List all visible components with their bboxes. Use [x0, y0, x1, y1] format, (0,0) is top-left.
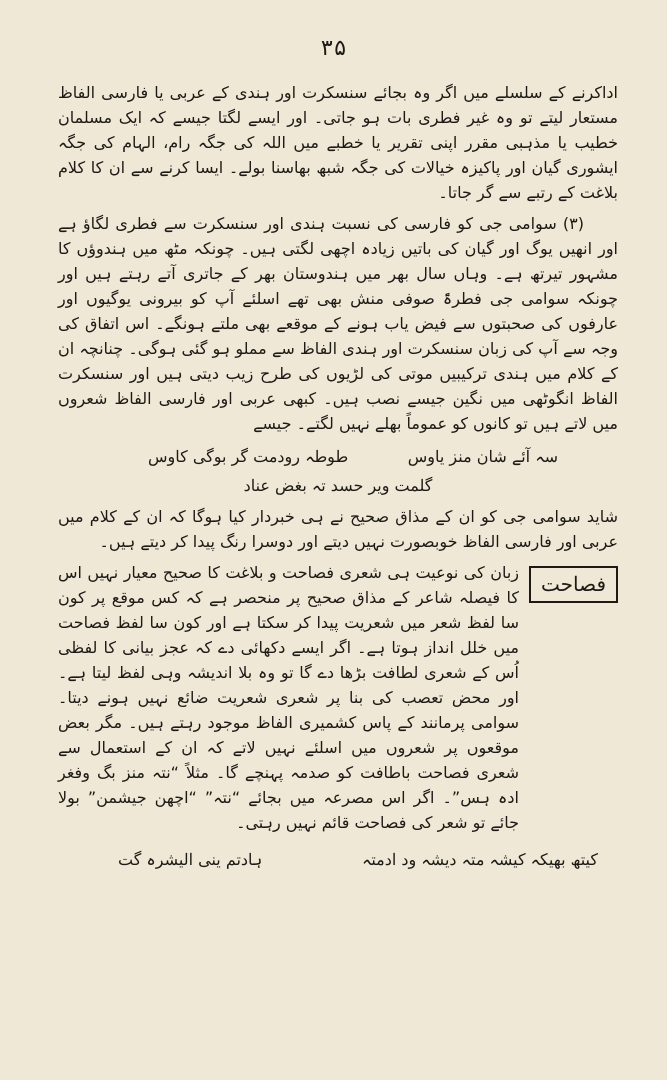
final-verse-left: ہادتم ینی الیشرہ گت — [118, 850, 263, 869]
final-verse-right: کیتھ بھیکہ کیشہ متہ دیشہ ود ادمتہ — [361, 850, 598, 869]
verse-line-right: سہ آئے شان منز یاوس — [407, 447, 558, 466]
fasahat-section — [58, 560, 618, 835]
section-heading: فصاحت — [529, 566, 618, 603]
section-paragraph: زبان کی نوعیت ہی شعری فصاحت و بلاغت کا صحیح معیار نہیں اس کا فیصلہ شاعر کے مذاق صحیح پر منحصر ہے کہ کس موقع پر کون سا لفظ شعر میں شعریت پیدا کر سکتا ہے اور کون سا لفظ فصاحت میں خلل انداز ہوتا ہے۔ اگر ایسے دکھائی دے کہ عجز بیانی کا لفظی اُس کے شعری لطافت بڑھا دے گا تو وہ بلا اندیشہ وہی لفظ لیتا ہے۔ اور محض تعصب کی بنا پر شعری شعریت ضائع نہیں ہونے دیتا۔ سوامی پرمانند کے پاس کشمیری الفاظ موجود رہتے ہیں۔ مگر بعض موقعوں پر شعروں میں اسلئے نہیں لاتے کہ ان کے استعمال سے شعری فصاحت باطافت کو صدمہ پہنچے گا۔ مثلاً “نتہ منز بگ وفغر ادہ ہس”۔ اگر اس مصرعہ میں بجائے “نتہ” “اچھن جیشمن” بولا جائے تو شعر کی فصاحت قائم نہیں رہتی۔ — [58, 563, 520, 832]
paragraph-1: اداکرنے کے سلسلے میں اگر وہ بجائے سنسکرت اور ہندی کے عربی یا فارسی الفاظ مستعار لیتے تو وہ غیر فطری بات ہو جاتی۔ اور ایسے لگتا جیسے کہ ایک مسلمان خطیب یا مذہبی مقرر اپنی تقریر یا خطبے میں اللہ کی جگہ رام، الہام کی جگہ ایشوری گیان اور پاکیزہ خیالات کی جگہ شبھ بھاسنا بولے۔ ایسا کرنے سے ان کا کلام بلاغت کے رتبے سے گر جاتا۔ — [58, 83, 618, 202]
paragraph-3: شاید سوامی جی کو ان کے مذاق صحیح نے ہی خبردار کیا ہوگا کہ ان کے کلام میں عربی اور فارسی الفاظ خوبصورت نہیں دیتے اور دوسرا رنگ پیدا کر دیتے ہیں۔ — [58, 507, 618, 551]
verse-line-left: طوطہ رودمت گر بوگی کاوس — [148, 447, 349, 466]
verse-line-center: گلمت ویر حسد تہ بغض عناد — [243, 476, 433, 495]
verse-couplet — [58, 442, 618, 473]
page-body — [58, 80, 618, 872]
page-number: ۳۵ — [320, 36, 347, 61]
paragraph-2: (۳) سوامی جی کو فارسی کی نسبت ہندی اور سنسکرت سے فطری لگاؤ ہے اور انھیں یوگ اور گیان کی باتیں زیادہ اچھی لگتی ہیں۔ چونکہ مٹھ میں ہندوؤں کا مشہور تیرتھ ہے۔ وہاں سال بھر میں ہندوستان بھر کے جاتری آتے رہتے ہیں اور چونکہ سوامی جی فطرۃً صوفی منش بھی تھے اسلئے آپ کو بیرونی یوگیوں اور عارفوں کی صحبتوں سے فیض یاب ہونے کے موقعے بھی ملتے ہونگے۔ اس اتفاق کی وجہ سے آپ کی زبان سنسکرت اور ہندی الفاظ سے مملو ہو گئی ہوگی۔ چنانچہ ان کے کلام میں ہندی ترکیبیں موتی کی لڑیوں کی طرح زیب دیتی ہیں اور سنسکرت الفاظ انگوٹھی میں نگین جیسے نصب ہیں۔ کبھی عربی اور فارسی الفاظ شعروں میں لاتے ہیں تو کانوں کو عموماً بھلے نہیں لگتے۔ جیسے — [58, 214, 618, 433]
final-verse — [58, 847, 618, 872]
